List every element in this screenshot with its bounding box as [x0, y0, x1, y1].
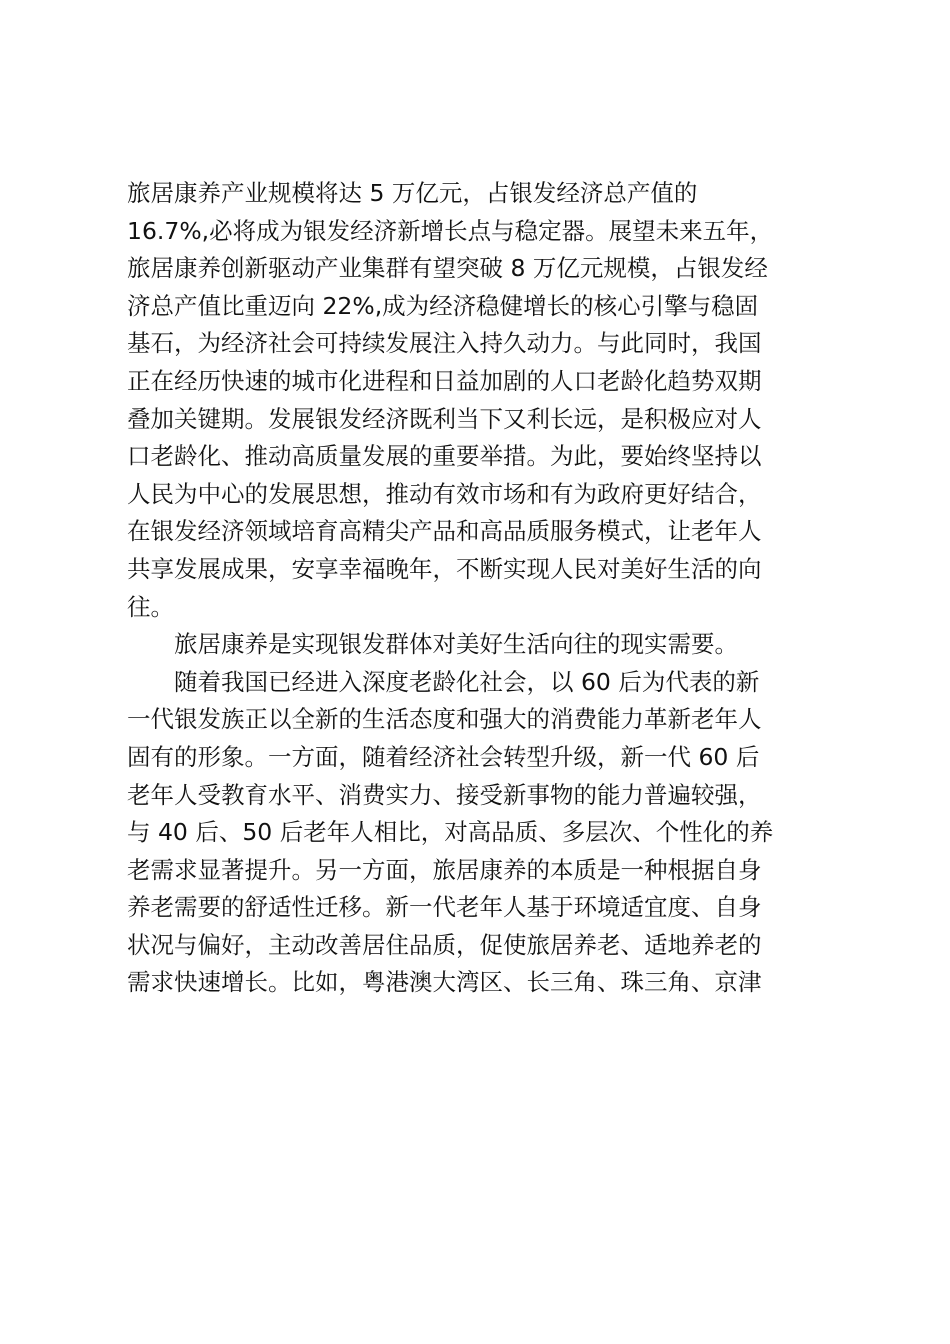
- text-line: 养老需要的舒适性迁移。新一代老年人基于环境适宜度、自身: [127, 893, 762, 922]
- text-line: 在银发经济领域培育高精尖产品和高品质服务模式，让老年人: [127, 517, 762, 546]
- text-line: 往。: [127, 592, 174, 621]
- text-line: 口老龄化、推动高质量发展的重要举措。为此，要始终坚持以: [127, 442, 762, 471]
- text-line: 旅居康养产业规模将达 5 万亿元，占银发经济总产值的: [127, 179, 698, 207]
- text-line: 济总产值比重迈向 22%,成为经济稳健增长的核心引擎与稳固: [127, 291, 759, 320]
- text-line: 正在经历快速的城市化进程和日益加剧的人口老龄化趋势双期: [127, 366, 762, 395]
- paragraph: [127, 664, 827, 1002]
- text-line: 一代银发族正以全新的生活态度和强大的消费能力革新老年人: [127, 705, 762, 734]
- text-line: 16.7%,必将成为银发经济新增长点与稳定器。展望未来五年，: [127, 216, 774, 245]
- paragraph: [127, 626, 827, 664]
- text-line: 基石，为经济社会可持续发展注入持久动力。与此同时，我国: [127, 329, 762, 358]
- text-line: 固有的形象。一方面，随着经济社会转型升级，新一代 60 后: [127, 742, 760, 771]
- text-line: 旅居康养是实现银发群体对美好生活向往的现实需要。: [127, 630, 738, 659]
- body-text: [127, 175, 827, 1002]
- text-line: 叠加关键期。发展银发经济既利当下又利长远，是积极应对人: [127, 404, 762, 433]
- text-line: 随着我国已经进入深度老龄化社会，以 60 后为代表的新: [127, 667, 760, 696]
- text-line: 共享发展成果，安享幸福晚年，不断实现人民对美好生活的向: [127, 554, 762, 583]
- text-line: 人民为中心的发展思想，推动有效市场和有为政府更好结合，: [127, 479, 762, 508]
- text-line: 与 40 后、50 后老年人相比，对高品质、多层次、个性化的养: [127, 818, 774, 847]
- text-line: 旅居康养创新驱动产业集群有望突破 8 万亿元规模，占银发经: [127, 254, 768, 283]
- text-line: 老年人受教育水平、消费实力、接受新事物的能力普遍较强，: [127, 780, 762, 809]
- text-line: 状况与偏好，主动改善居住品质，促使旅居养老、适地养老的: [127, 930, 762, 959]
- paragraph: [127, 175, 827, 626]
- text-line: 老需求显著提升。另一方面，旅居康养的本质是一种根据自身: [127, 855, 762, 884]
- text-line: 需求快速增长。比如，粤港澳大湾区、长三角、珠三角、京津: [127, 968, 762, 997]
